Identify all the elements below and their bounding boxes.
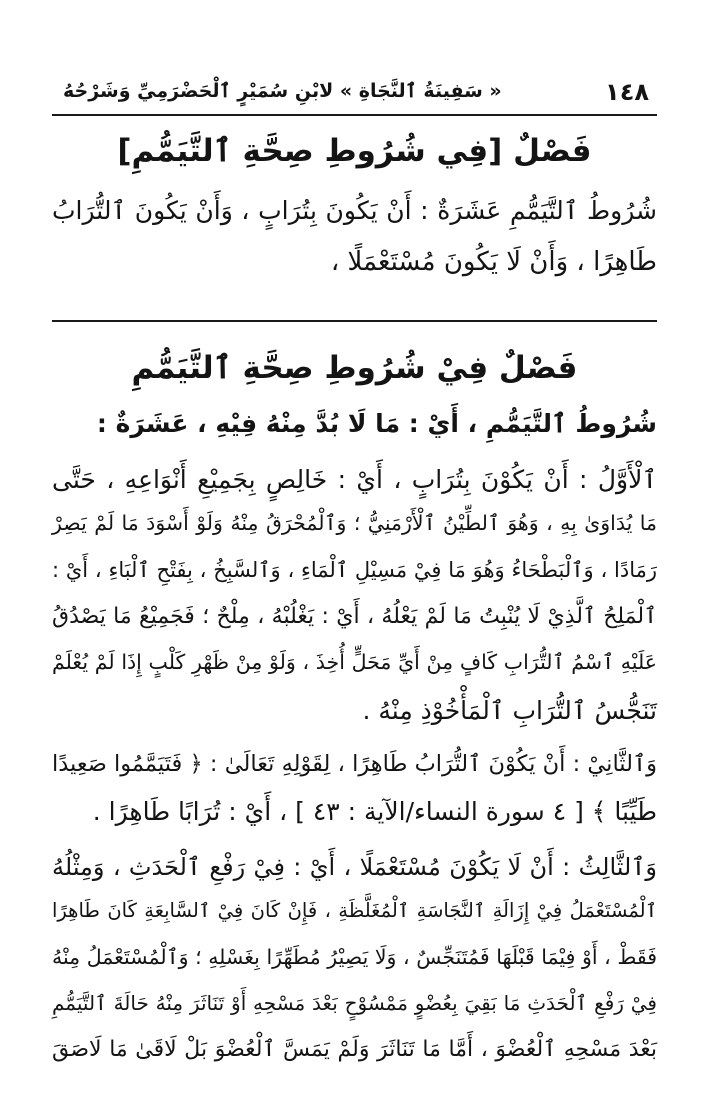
running-title: « سَفِينَةُ ٱلنَّجَاةِ » لابْنِ سُمَيْرٍ ٱلْحَضْرَمِيِّ وَشَرْحُهُ	[63, 80, 502, 102]
sharh-line: فِيْ رَفْعِ ٱلْحَدَثِ مَا بَقِيَ بِعُضْوٍ مَمْسُوْحٍ بَعْدَ مَسْحِهِ أَوْ تَنَاثَرَ مِنْهُ حَالَةَ ٱلتَّيَمُّمِ	[52, 991, 657, 1015]
sharh-line: ٱلْأَوَّلُ : أَنْ يَكُوْنَ بِتُرَابٍ ، أَيْ : خَالِصٍ بِجَمِيْعِ أَنْوَاعِهِ ، حَتَّى	[52, 465, 657, 494]
header-rule	[52, 114, 657, 116]
page-number: ١٤٨	[605, 78, 649, 106]
sharh-line: شُرُوطُ ٱلتَّيَمُّمِ ، أَيْ : مَا لَا بُدَّ مِنْهُ فِيْهِ ، عَشَرَةٌ :	[96, 409, 657, 438]
sharh-line: بَعْدَ مَسْحِهِ ٱلْعُضْوَ ، أَمَّا مَا تَنَاثَرَ وَلَمْ يَمَسَّ ٱلْعُضْوَ بَلْ لَاقَىٰ مَا لَاصَقَ	[52, 1037, 657, 1062]
sharh-line: طَيِّبًا ﴾ [ ٤ سورة النساء/الآية : ٤٣ ] ، أَيْ : تُرَابًا طَاهِرًا .	[92, 797, 657, 826]
page-header	[55, 76, 655, 110]
sharh-line: مَا يُدَاوَىٰ بِهِ ، وَهُوَ ٱلطِّيْنُ ٱلْأَرْمَنِيُّ ؛ وَٱلْمُحْرَقُ مِنْهُ وَلَوْ أَسْوَدَ مَا لَمْ يَصِرْ	[52, 511, 657, 535]
matn-line: طَاهِرًا ، وَأَنْ لَا يَكُونَ مُسْتَعْمَلًا ،	[330, 247, 657, 277]
sharh-line: تَنَجُّسُ ٱلتُّرَابِ ٱلْمَأْخُوْذِ مِنْهُ .	[362, 696, 657, 725]
sharh-heading: فَصْلٌ فِيْ شُرُوطِ صِحَّةِ ٱلتَّيَمُّمِ	[131, 350, 578, 386]
sharh-line: وَٱلثَّالِثُ : أَنْ لَا يَكُوْنَ مُسْتَعْمَلًا ، أَيْ : فِيْ رَفْعِ ٱلْحَدَثِ ، وَمِثْلُهُ	[52, 853, 657, 881]
matn-line: شُرُوطُ ٱلتَّيَمُّمِ عَشَرَةٌ : أَنْ يَكُونَ بِتُرَابٍ ، وَأَنْ يَكُونَ ٱلتُّرَابُ	[52, 196, 657, 225]
matn-heading: فَصْلٌ [فِي شُرُوطِ صِحَّةِ ٱلتَّيَمُّمِ]	[117, 133, 592, 169]
sharh-line: عَلَيْهِ ٱسْمُ ٱلتُّرَابِ كَافٍ مِنْ أَيِّ مَحَلٍّ أُخِذَ ، وَلَوْ مِنْ ظَهْرِ كَلْبٍ إِذَا لَمْ يُعْلَمْ	[52, 650, 657, 674]
sharh-line: فَقَطْ ، أَوْ فِيْمَا قَبْلَهَا فَمُتَنَجِّسٌ ، وَلَا يَصِيْرُ مُطَهِّرًا بِغَسْلِهِ ؛ وَٱلْمُسْتَعْمَلُ مِنْهُ	[52, 945, 657, 969]
sharh-line: ٱلْمُسْتَعْمَلُ فِيْ إِزَالَةِ ٱلنَّجَاسَةِ ٱلْمُغَلَّظَةِ ، فَإِنْ كَانَ فِيْ ٱلسَّابِعَةِ كَانَ طَاهِرًا	[52, 899, 657, 922]
sharh-line: وَٱلثَّانِيْ : أَنْ يَكُوْنَ ٱلتُّرَابُ طَاهِرًا ، لِقَوْلِهِ تَعَالَىٰ : ﴿ فَتَيَمَّمُوا صَعِيدًا	[52, 751, 657, 777]
sharh-line: ٱلْمَلِحُ ٱلَّذِيْ لَا يُنْبِتُ مَا لَمْ يَعْلُهُ ، أَيْ : يَغْلُبْهُ ، مِلْحٌ ؛ فَجَمِيْعُ مَا يَصْدُقُ	[52, 604, 657, 629]
sharh-line: رَمَادًا ، وَٱلْبَطْحَاءُ وَهُوَ مَا فِيْ مَسِيْلِ ٱلْمَاءِ ، وَٱلسَّبِخُ ، بِفَتْحِ ٱلْبَاءِ ، أَيْ :	[52, 558, 657, 582]
section-divider	[52, 320, 657, 322]
